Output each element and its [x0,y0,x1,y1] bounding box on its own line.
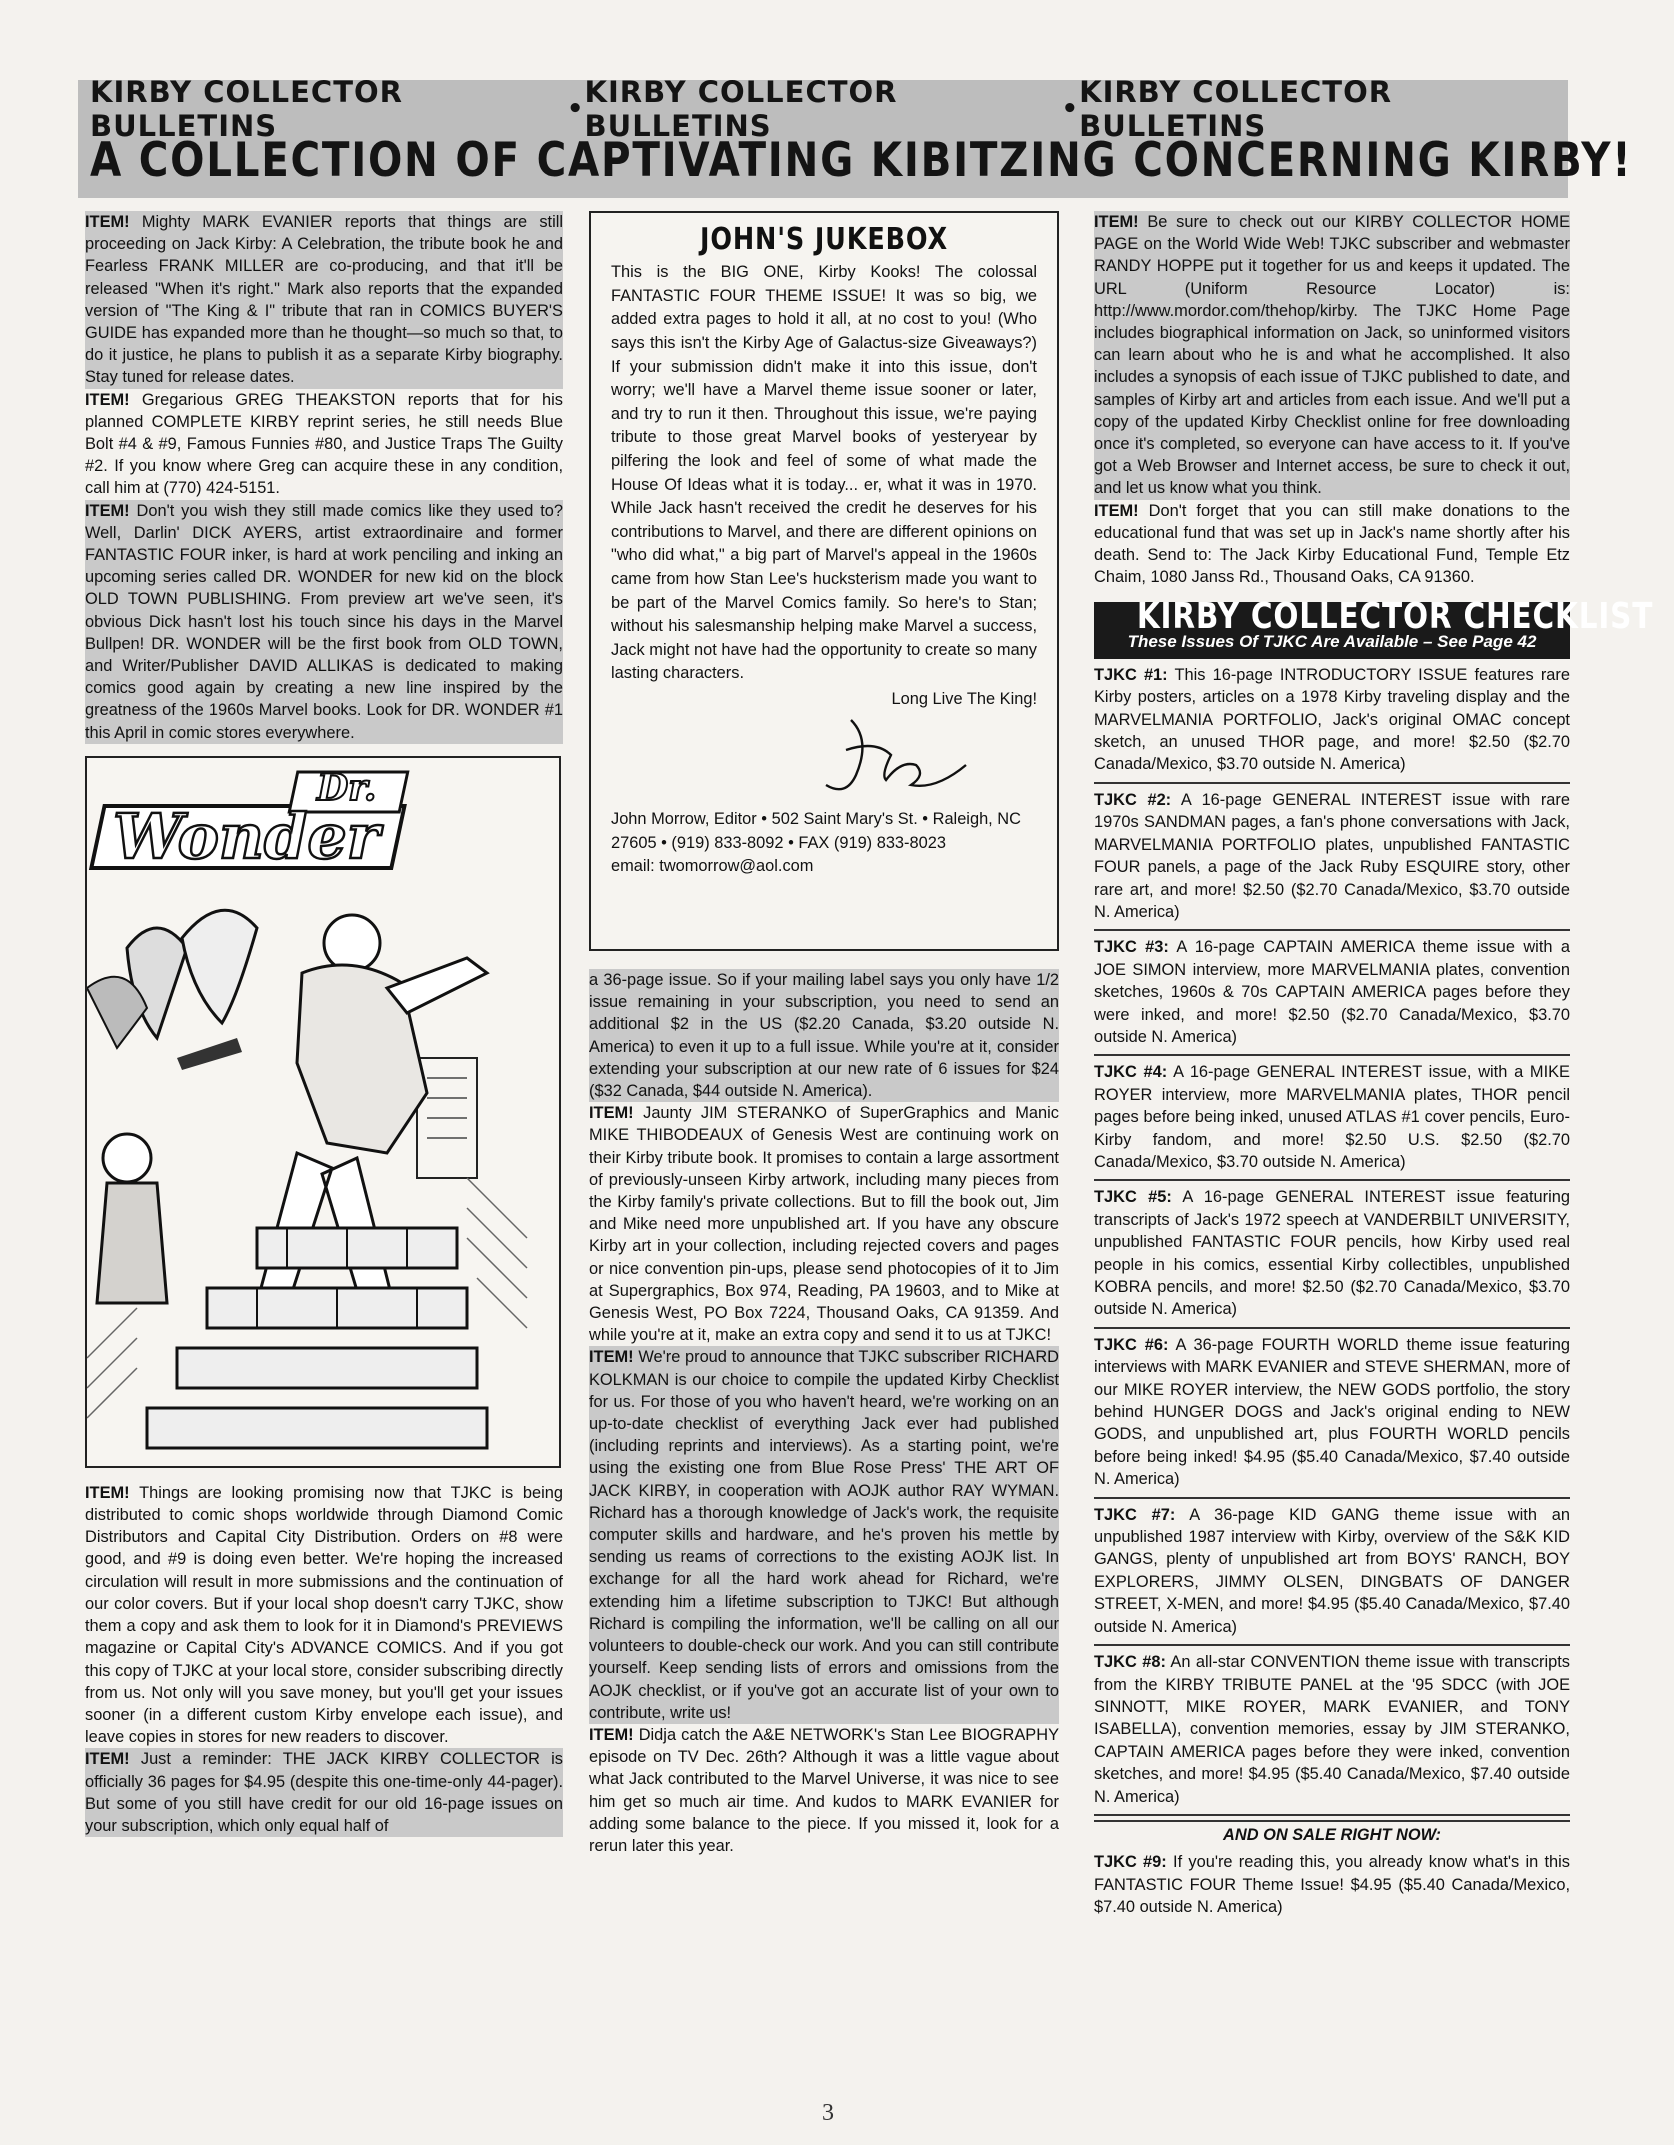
item-text: Just a reminder: THE JACK KIRBY COLLECTOR is officially 36 pages for $4.95 (despite this one-time-only 44-pager). But some of you still have credit for our old 16-page issues on your subscription, which only equal half of [85,1750,563,1835]
bulletin-strip [90,75,1556,143]
signature [611,710,1037,800]
jukebox-signoff: Long Live The King! [891,689,1037,708]
issue-description: A 36-page KID GANG theme issue with an unpublished 1987 interview with Kirby, overview of the S&K KID GANGS, plenty of unpublished art from BOYS' RANCH, BOY EXPLORERS, JIMMY OLSEN, DINGBATS OF DANGER STREET, X-MEN, and more! $4.95 ($5.40 Canada/Mexico, $7.40 outside N. America) [1094,1505,1570,1636]
comic-art-icon [87,758,559,1466]
bulletin-header [78,75,1633,198]
item-label: ITEM! [85,501,130,520]
item-text: Don't forget that you can still make donations to the educational fund that was set up in Jack's name shortly after his death. Send to: The Jack Kirby Educational Fund, Temple Etz Chaim, 1080 Janss Rd., Thousand Oaks, CA 91360. [1094,501,1570,587]
jukebox-title: JOHN'S JUKEBOX [699,222,949,257]
bulletin-label: KIRBY COLLECTOR BULLETINS [90,75,403,143]
issue-description: This 16-page INTRODUCTORY ISSUE features rare Kirby posters, articles on a 1978 Kirby traveling display and the MARVELMANIA PORTFOLIO, Jack's original OMAC concept sketch, an unused THOR page, and more! $2.50 ($2.70 Canada/Mexico, $3.70 outside N. America) [1094,665,1570,774]
issue-description: A 36-page FOURTH WORLD theme issue featuring interviews with MARK EVANIER and STEVE SHERMAN, more of our MIKE ROYER interview, the NEW GODS portfolio, the story behind HUNGER DOGS and Jack's original ending to NEW GODS, and unpublished art, plus FOURTH WORLD pencils before being inked! $4.95 ($5.40 Canada/Mexico, $7.40 outside N. America) [1094,1335,1571,1489]
jukebox-body: This is the BIG ONE, Kirby Kooks! The colossal FANTASTIC FOUR THEME ISSUE! It was so big, we added extra pages to hold it all, at no cost to you! (Who says this isn't the Kirby Age of Galactus-size Giveaways?) If your submission didn't make it into this issue, don't worry; we'll have a Marvel theme issue sooner or later, and try to run it then. Throughout this issue, we're paying tribute to those great Marvel books of yesteryear by pilfering the look and feel of some of what made the House Of Ideas what it is today... er, what it was in 1970. While Jack hasn't received the credit he deserves for his contributions to Marvel, and there are different opinions on "who did what," a big part of Marvel's appeal in the 1960s came from how Stan Lee's hucksterism made you want to be part of the Marvel Comics family. So here's to Stan; without his salesmanship helping make Marvel a success, Jack might not have had the opportunity to create so many lasting characters. [611,263,1037,683]
checklist-issue [1094,784,1570,931]
issue-number: TJKC #3: [1094,938,1169,957]
dr-wonder-illustration [85,756,561,1468]
item-text: Don't you wish they still made comics like they used to? Well, Darlin' DICK AYERS, artist extraordinaire and former FANTASTIC FOUR inker, is hard at work penciling and inking an upcoming series called DR. WONDER for new kid on the block OLD TOWN PUBLISHING. From preview art we've seen, it's obvious Dick hasn't lost his touch since his days in the Marvel Bullpen! DR. WONDER will be the first book from OLD TOWN, and Writer/Publisher DAVID ALLIKAS is dedicated to making comics good again by creating a new line inspired by the greatness of the 1960s Marvel books. Look for DR. WONDER #1 this April in comic stores everywhere. [85,501,563,742]
issue-number: TJKC #2: [1094,790,1172,809]
item-label: ITEM! [85,1750,130,1769]
signature-icon [791,710,1011,800]
checklist-issue [1094,659,1570,784]
checklist-issue [1094,1499,1570,1646]
issue-description: An all-star CONVENTION theme issue with transcripts from the KIRBY TRIBUTE PANEL at the '95 SDCC (with JOE SINNOTT, MIKE ROYER, MARK EVANIER, and TONY ISABELLA), convention memories, essay by JIM STERANKO, CAPTAIN AMERICA pages before they were inked, convention sketches, and more! $4.95 ($5.40 Canada/Mexico, $7.40 outside N. America) [1094,1653,1570,1806]
news-item-continued: a 36-page issue. So if your mailing label says you only have 1/2 issue remaining in your subscription, you need to send an additional $2 in the US ($2.20 Canada, $3.20 outside N. America) to even it up to a full issue. While you're at it, consider extending your subscription at our new rate of 6 issues for $24 ($32 Canada, $44 outside N. America). [589,969,1059,1102]
news-item [85,211,563,389]
page-headline: A COLLECTION OF CAPTIVATING KIBITZING CONCERNING KIRBY! [90,133,1633,188]
logo-dr: Dr. [317,766,377,809]
item-label: ITEM! [589,1348,634,1367]
issue-description: If you're reading this, you already know what's in this FANTASTIC FOUR Theme Issue! $4.95 ($5.40 Canada/Mexico, $7.40 outside N. America) [1094,1853,1571,1916]
issue-number: TJKC #9: [1094,1853,1167,1872]
checklist-issue [1094,1329,1570,1499]
johns-jukebox-box [589,211,1059,951]
column-middle [589,211,1059,1857]
logo-wonder: Wonder [113,799,380,873]
item-text: We're proud to announce that TJKC subscriber RICHARD KOLKMAN is our choice to compile the updated Kirby Checklist for us. For those of you who haven't heard, we're working on an up-to-date checklist of everything Jack ever had published (including reprints and interviews). As a starting point, we're using the existing one from Blue Rose Press' THE ART OF JACK KIRBY, in cooperation with AOJK author RAY WYMAN. Richard has a thorough knowledge of Jack's work, the requisite computer skills and hardware, and he's proven his mettle by sending us reams of corrections to the existing AOJK list. In exchange for all the hard work ahead for Richard, we're extending him a lifetime subscription to TJKC! But although Richard is compiling the information, we'll be calling on all our volunteers to double-check our work. And you can still contribute yourself. Keep sending lists of errors and omissions from the AOJK checklist, or if you've got an accurate list of your own to contribute, write us! [589,1348,1059,1722]
checklist-issue [1094,1181,1570,1328]
editor-address: John Morrow, Editor • 502 Saint Mary's St. • Raleigh, NC 27605 • (919) 833-8092 • FAX (919) 833-8023 [611,810,1021,852]
item-label: ITEM! [85,213,130,231]
item-text: Be sure to check out our KIRBY COLLECTOR HOME PAGE on the World Wide Web! TJKC subscriber and webmaster RANDY HOPPE put it together for us and keeps it updated. The URL (Uniform Resource Locator) is: http://www.mordor.com/thehop/kirby. The TJKC Home Page includes biographical information on Jack, so uninformed visitors can learn about who he is and what he accomplished. It also includes a synopsis of each issue of TJKC published to date, and samples of Kirby art and articles from each issue. And we'll put a copy of the updated Kirby Checklist online for free downloading once it's completed, so everyone can have access to it. If you've got a Web Browser and Internet access, be sure to check it out, and let us know what you think. [1094,213,1570,498]
issue-description: A 16-page GENERAL INTEREST issue, with a MIKE ROYER interview, more MARVELMANIA plates, THOR pencil pages before being inked, unused ATLAS #1 cover pencils, Euro-Kirby fandom, and more! $2.50 U.S. $2.50 ($2.70 Canada/Mexico, $3.70 outside N. America) [1094,1063,1570,1171]
issue-description: A 16-page GENERAL INTEREST issue with rare 1970s SANDMAN pages, a fan's phone conversations with Jack, MARVELMANIA PORTFOLIO plates, unpublished FANTASTIC FOUR panels, a page of the Jack Ruby ESQUIRE story, other rare art, and more! $2.50 ($2.70 Canada/Mexico, $3.70 outside N. America) [1094,790,1570,921]
column-right [1094,211,1654,1924]
issue-number: TJKC #6: [1094,1335,1169,1354]
bullet-separator: • [566,94,585,124]
news-item [589,1724,1059,1857]
item-label: ITEM! [1094,213,1139,231]
issue-number: TJKC #5: [1094,1188,1172,1207]
on-sale-label: AND ON SALE RIGHT NOW: [1094,1820,1570,1846]
item-text: Things are looking promising now that TJKC is being distributed to comic shops worldwide through Diamond Comic Distributors and Capital City Distribution. Orders on #8 were good, and #9 is doing even better. We're hoping the increased circulation will result in more submissions and the continuation of our color covers. But if your local shop doesn't carry TJKC, show them a copy and ask them to look for it in Diamond's PREVIEWS magazine or Capital City's ADVANCE COMICS. And if you got this copy of TJKC at your local store, consider subscribing directly from us. Not only will you save money, but you'll get your issues sooner (in a different custom Kirby envelope each issue), and leave copies in stores for new readers to discover. [85,1483,564,1747]
news-item [85,1482,563,1748]
page-number: 3 [822,2100,834,2126]
item-text: Gregarious GREG THEAKSTON reports that for his planned COMPLETE KIRBY reprint series, he still needs Blue Bolt #4 & #9, Famous Funnies #80, and Justice Traps The Guilty #2. If you know where Greg can acquire these in any condition, call him at (770) 424-5151. [85,390,564,498]
bulletin-label: KIRBY COLLECTOR BULLETINS [1079,75,1393,143]
issue-number: TJKC #1: [1094,665,1168,684]
item-label: ITEM! [589,1104,634,1123]
checklist-issue [1094,931,1570,1056]
bullet-separator: • [1061,94,1080,124]
item-label: ITEM! [85,1483,130,1502]
news-item [1094,211,1570,500]
issue-description: A 16-page CAPTAIN AMERICA theme issue with a JOE SIMON interview, more MARVELMANIA plates, convention sketches, 1960s & 70s CAPTAIN AMERICA pages before they were inked, and more! $2.50 ($2.70 Canada/Mexico, $3.70 outside N. America) [1094,938,1570,1046]
checklist-title: KIRBY COLLECTOR CHECKLIST [1136,596,1654,638]
news-item [589,1346,1059,1723]
issue-number: TJKC #4: [1094,1063,1168,1082]
item-text: Jaunty JIM STERANKO of SuperGraphics and Manic MIKE THIBODEAUX of Genesis West are continuing work on their Kirby tribute book. It promises to contain a large assortment of previously-unseen Kirby artwork, including many pieces from the Kirby family's private collections. But to fill the book out, Jim and Mike need more unpublished art. If you have any obscure Kirby art in your collection, including rejected covers and pages or nice convention pin-ups, please send photocopies of it to Jim at Supergraphics, Box 974, Reading, PA 19603, and to Mike at Genesis West, PO Box 7224, Thousand Oaks, CA 91359. And while you're at it, make an extra copy and send it to us at TJKC! [589,1104,1059,1345]
news-item [589,1102,1059,1346]
item-text: Didja catch the A&E NETWORK's Stan Lee BIOGRAPHY episode on TV Dec. 26th? Although it was a little vague about what Jack contributed to the Marvel Universe, it was nice to see him get so much air time. And kudos to MARK EVANIER for adding some balance to the piece. If you missed it, look for a rerun later this year. [589,1725,1059,1855]
issue-description: A 16-page GENERAL INTEREST issue featuring transcripts of Jack's 1972 speech at VANDERBILT UNIVERSITY, unpublished FANTASTIC FOUR pencils, how Kirby used real people in his comics, essential Kirby collectibles, unpublished KOBRA pencils, and more! $2.50 ($2.70 Canada/Mexico, $3.70 outside N. America) [1094,1188,1571,1319]
news-item [85,1748,563,1837]
news-item [85,389,563,500]
bulletin-label: KIRBY COLLECTOR BULLETINS [584,75,898,143]
issue-number: TJKC #8: [1094,1653,1166,1672]
item-label: ITEM! [85,390,130,409]
checklist-header [1094,596,1654,658]
editor-email: email: twomorrow@aol.com [611,857,814,876]
news-item [1094,500,1570,589]
checklist-issue [1094,1056,1570,1181]
column-left [85,211,563,1837]
checklist-current-issue [1094,1846,1570,1924]
checklist-issue [1094,1646,1570,1816]
checklist-subtitle: These Issues Of TJKC Are Available – See Page 42 [1127,631,1537,651]
item-label: ITEM! [589,1725,634,1744]
item-text: Mighty MARK EVANIER reports that things are still proceeding on Jack Kirby: A Celebration, the tribute book he and Fearless FRANK MILLER are co-producing, and that it'll be released "When it's right." Mark also reports that the expanded version of "The King & I" tribute that ran in COMICS BUYER'S GUIDE has expanded more than he thought—so much so that, to do it justice, he plans to publish it as a separate Kirby biography. Stay tuned for release dates. [85,213,563,387]
item-label: ITEM! [1094,501,1139,520]
issue-number: TJKC #7: [1094,1505,1176,1524]
news-item [85,500,563,744]
